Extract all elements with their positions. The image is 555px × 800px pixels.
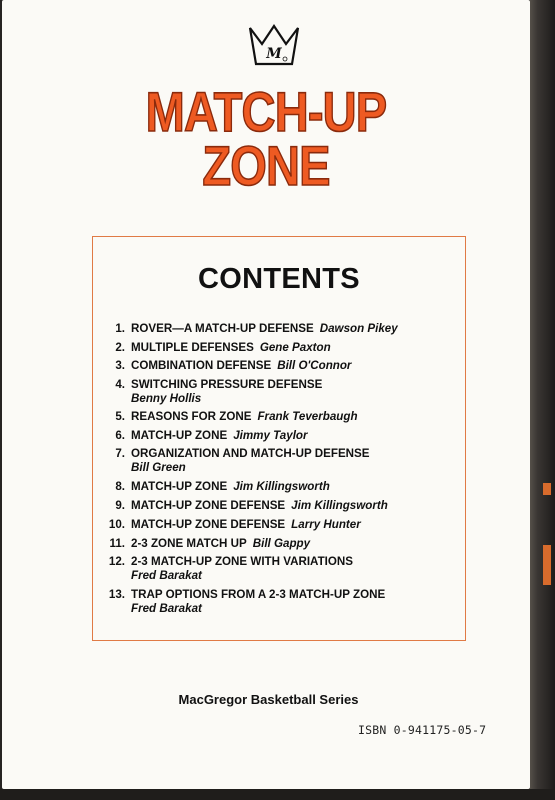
chapter-title: 2-3 MATCH-UP ZONE WITH VARIATIONS [131,555,353,568]
chapter-author: Jimmy Taylor [233,429,308,442]
contents-item-number: 8. [115,480,125,493]
chapter-title: SWITCHING PRESSURE DEFENSE [131,378,323,391]
chapter-author: Benny Hollis [131,392,202,405]
chapter-title: MULTIPLE DEFENSES [131,341,254,354]
contents-item-text [131,378,461,406]
spine-mark [543,483,551,495]
contents-item-number: 2. [115,341,125,354]
contents-item-number: 6. [115,429,125,442]
chapter-title: 2-3 ZONE MATCH UP [131,537,247,550]
chapter-author: Fred Barakat [131,569,202,582]
chapter-title: MATCH-UP ZONE DEFENSE [131,518,286,531]
chapter-title: COMBINATION DEFENSE [131,359,272,372]
contents-item-number: 4. [115,378,125,391]
contents-item-number: 11. [109,537,125,550]
contents-item-text [131,410,461,424]
isbn: ISBN 0-941175-05-7 [358,723,487,737]
contents-item-text [131,588,461,616]
contents-item-number: 13. [108,588,125,601]
contents-heading: CONTENTS [198,263,360,295]
contents-item-number: 7. [115,447,125,460]
chapter-author: Dawson Pikey [319,322,398,335]
book-title-line-1: MATCH-UP [145,80,387,143]
book-edge-bottom [0,789,555,800]
contents-item-text [131,341,461,355]
chapter-title: MATCH-UP ZONE [131,480,228,493]
chapter-author: Frank Teverbaugh [257,410,358,423]
contents-item-text [131,359,461,373]
contents-item-text [131,322,461,336]
contents-item-number: 9. [115,499,125,512]
chapter-title: MATCH-UP ZONE [131,429,228,442]
chapter-author: Jim Killingsworth [233,480,330,493]
contents-item-text [131,499,461,513]
chapter-title: TRAP OPTIONS FROM A 2-3 MATCH-UP ZONE [131,588,386,601]
macgregor-crown-logo [245,22,303,74]
spine-mark [543,545,551,585]
contents-item-text [131,537,461,551]
logo-monogram: M [266,46,282,62]
chapter-author: Bill Green [131,461,186,474]
back-cover [2,0,530,789]
chapter-author: Bill O'Connor [277,359,352,372]
contents-item-text [131,480,461,494]
chapter-author: Bill Gappy [252,537,311,550]
contents-item-number: 10. [108,518,125,531]
chapter-title: ORGANIZATION AND MATCH-UP DEFENSE [131,447,370,460]
chapter-author: Jim Killingsworth [291,499,388,512]
chapter-title: REASONS FOR ZONE [131,410,252,423]
contents-item-number: 12. [108,555,125,568]
chapter-title: MATCH-UP ZONE DEFENSE [131,499,286,512]
series-name: MacGregor Basketball Series [178,692,359,707]
contents-item-number: 3. [115,359,125,372]
chapter-title: ROVER—A MATCH-UP DEFENSE [131,322,314,335]
book-title-line-2: ZONE [202,134,330,197]
book-edge [530,0,555,800]
chapter-author: Larry Hunter [291,518,361,531]
contents-item-text [131,429,461,443]
contents-item-text [131,518,461,532]
chapter-author: Gene Paxton [259,341,331,354]
contents-item-text [131,447,461,475]
contents-item-number: 1. [115,322,125,335]
contents-box [92,236,466,641]
contents-item-text [131,555,461,583]
chapter-author: Fred Barakat [131,602,202,615]
contents-item-number: 5. [115,410,125,423]
